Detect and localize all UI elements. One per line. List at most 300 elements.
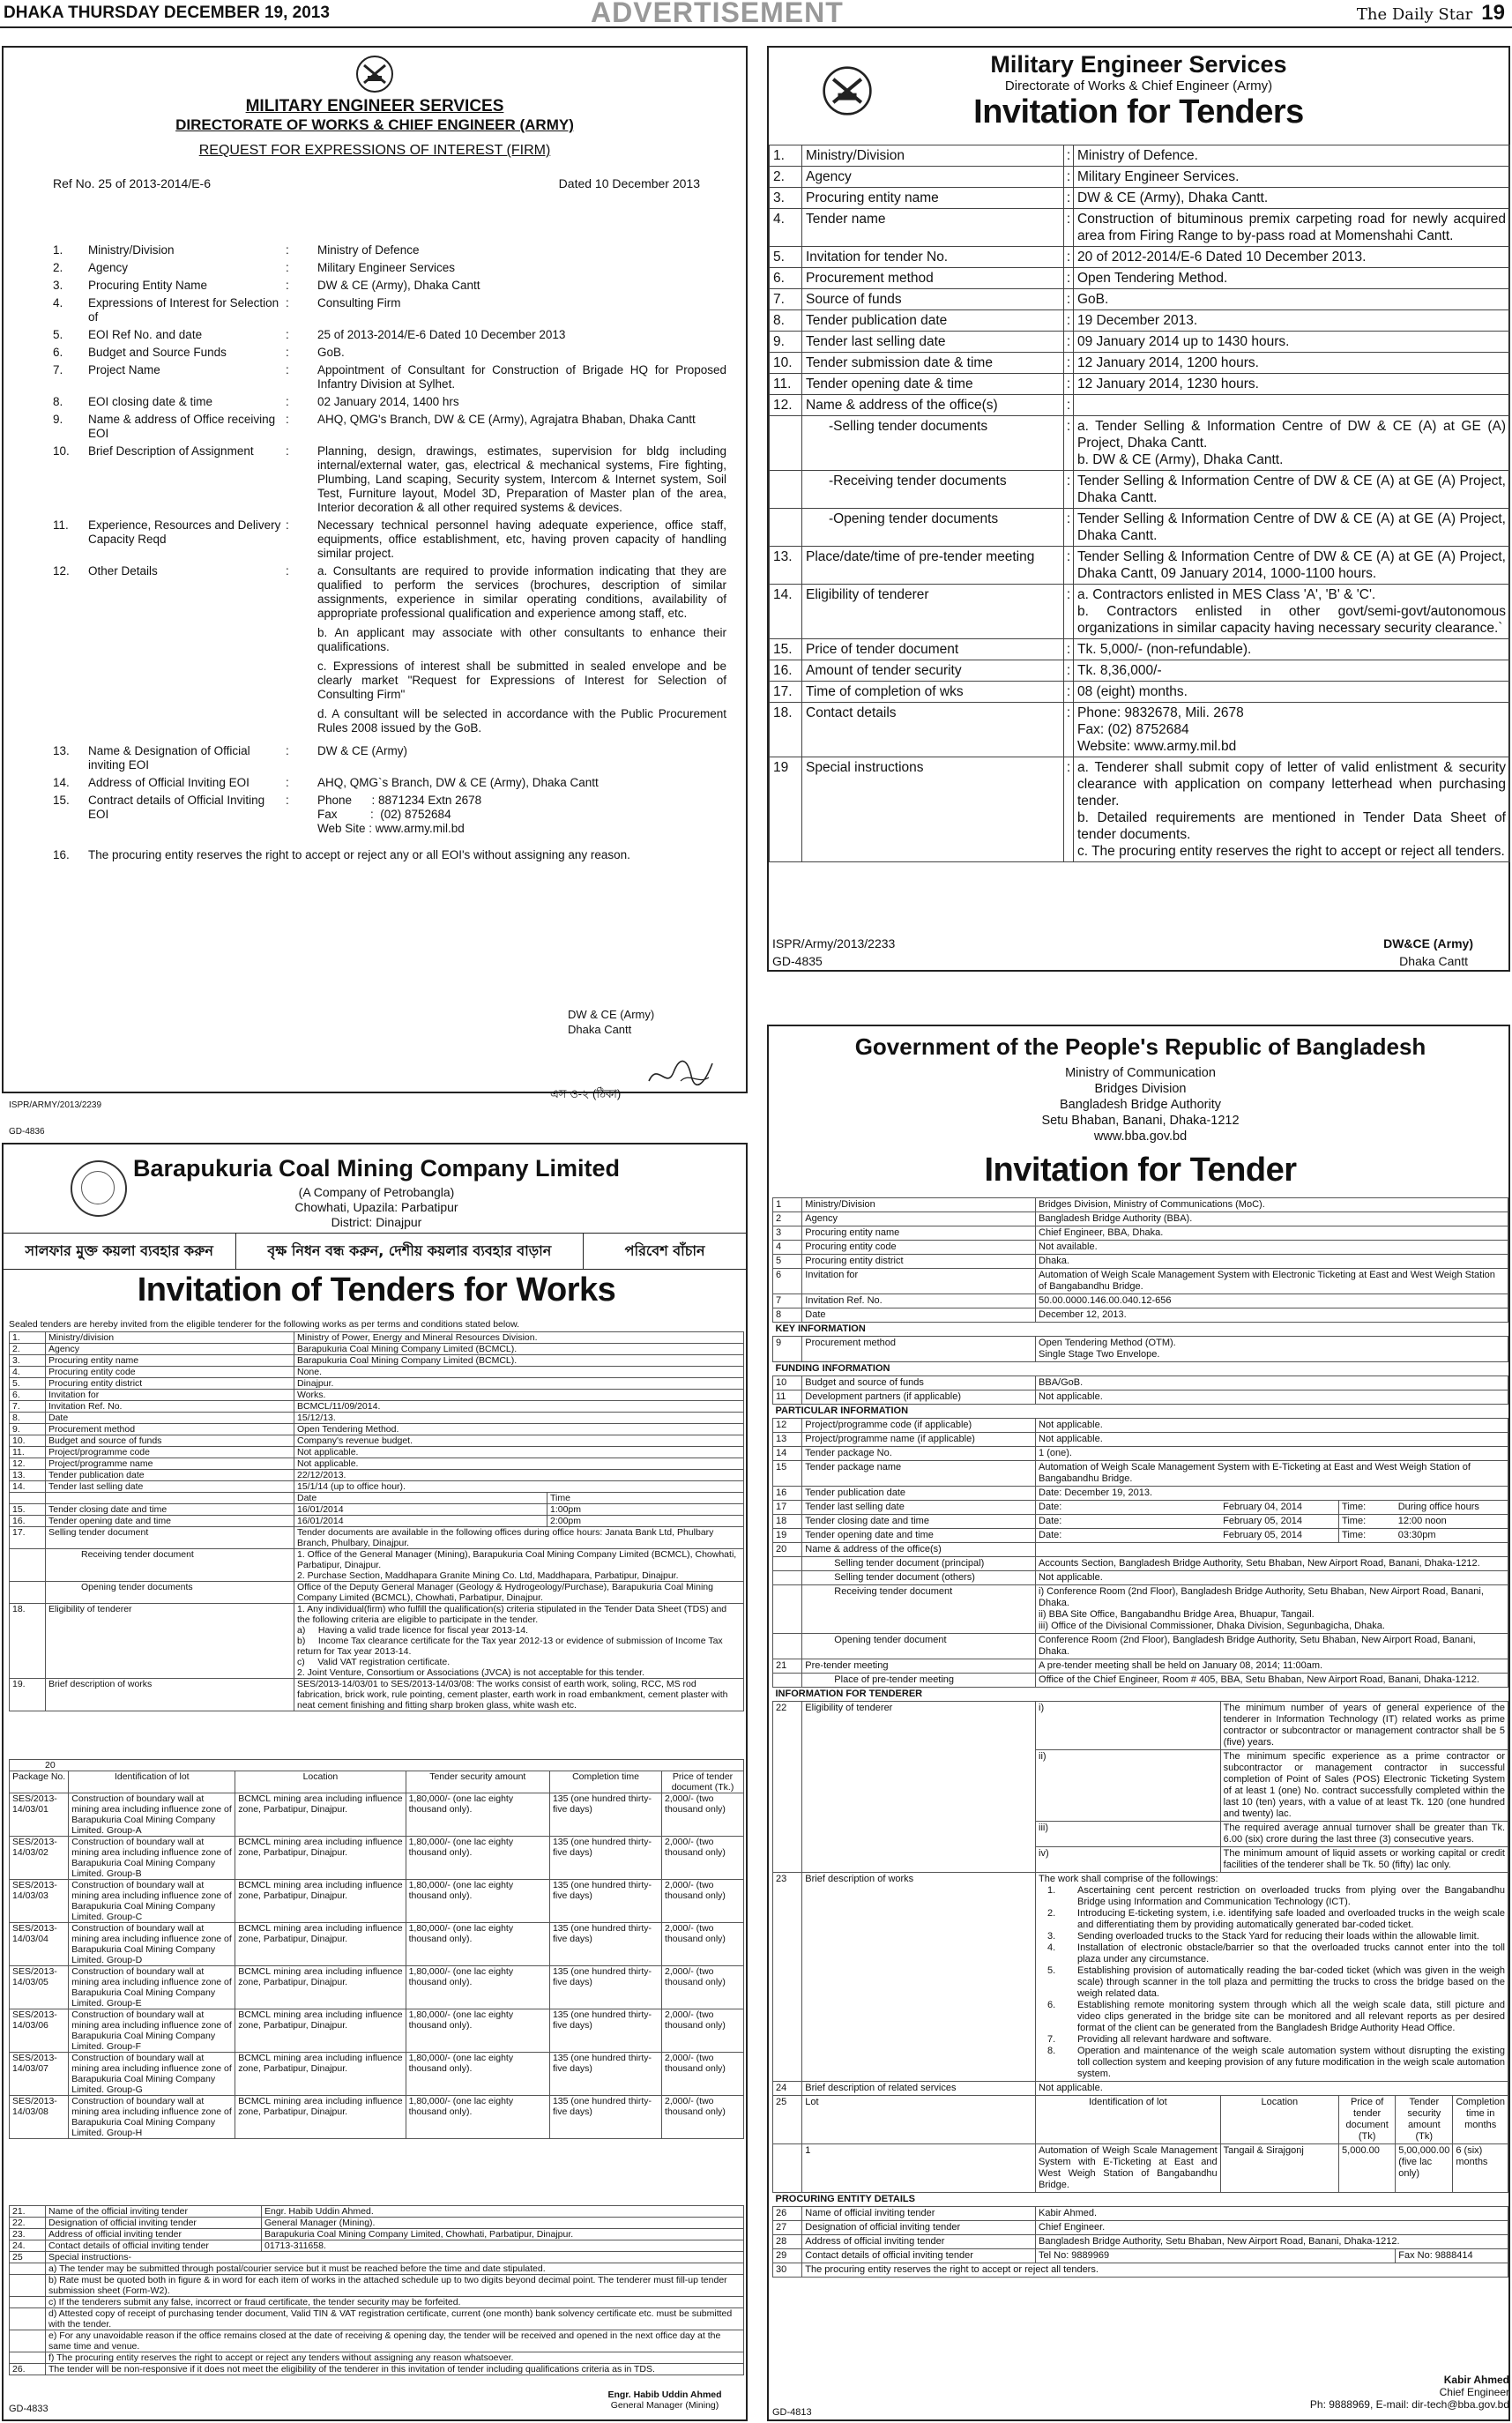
- table-row: [10, 2252, 744, 2263]
- special-instruction: b) Rate must be quoted both in figure & in word for each item of works in the attached schedule up to two digits beyond decimal point. The tenderer must fill-up tender submission sheet (Form-W2).: [46, 2275, 744, 2297]
- lot-security: 1,80,000/- (one lac eighty thousand only).: [406, 2096, 549, 2139]
- table-row: [10, 1424, 744, 1435]
- date-value: February 04, 2014: [1220, 1501, 1338, 1515]
- table-row: [770, 639, 1510, 660]
- row-value: [1074, 188, 1510, 209]
- tel-value: Tel No: 9889969: [1036, 2249, 1396, 2263]
- row-label: Brief description of works: [46, 1679, 294, 1711]
- table-row: [10, 2206, 744, 2218]
- value-line: 1. Any individual(firm) who fulfill the qualification(s) criteria stipulated in the Tender Data Sheet (TDS) and the following criteria are eligible to participate in the tender.: [297, 1604, 730, 1625]
- row-value: [1036, 1674, 1508, 1688]
- table-row: [10, 2053, 744, 2096]
- row-value: Not applicable.: [294, 1447, 744, 1458]
- lot-price: 2,000/- (two thousand only): [662, 1966, 744, 2009]
- row-value: [1074, 247, 1510, 268]
- row-value: [1074, 703, 1510, 757]
- special-instruction: d) Attested copy of receipt of purchasing tender document, Valid TIN & VAT registration certificate, current (one month) bank solvency certificate etc. must be submitted with the tender.: [46, 2308, 744, 2330]
- value-line: Office of the Chief Engineer, Room # 405, BBA, Setu Bhaban, New Airport Road, Banani, Dhaka-1212.: [1039, 1674, 1480, 1685]
- row-label: Agency: [802, 167, 1064, 188]
- table-row: [10, 2330, 744, 2352]
- row-value: [1074, 660, 1510, 682]
- row-label: Project Name: [88, 363, 160, 376]
- row-number: 26: [773, 2207, 802, 2221]
- row-number: 29: [773, 2249, 802, 2263]
- row-label: Contract details of Official Inviting EOI: [88, 794, 265, 821]
- colon: :: [286, 395, 289, 408]
- table-row: [770, 145, 1510, 167]
- row-label: Contact details of official inviting tender: [802, 2249, 1036, 2263]
- section-heading: PROCURING ENTITY DETAILS: [773, 2193, 1508, 2207]
- row-number: 15: [773, 1461, 802, 1487]
- lot-security: 1,80,000/- (one lac eighty thousand only).: [406, 1966, 549, 2009]
- table-row: [773, 1501, 1508, 1515]
- lot-identification: Construction of boundary wall at mining area including influence zone of Barapukuria Coal Mining Company Limited. Group-D: [69, 1923, 235, 1966]
- page-number: 19: [1481, 1, 1505, 25]
- bcmcl-slogans: [4, 1233, 746, 1270]
- mes-tender-advertisement: [767, 46, 1510, 972]
- lot-price: 2,000/- (two thousand only): [662, 1923, 744, 1966]
- colon: :: [1064, 167, 1074, 188]
- row-number: 17: [773, 1501, 802, 1515]
- row-value: [294, 1582, 744, 1604]
- row-value: [1074, 682, 1510, 703]
- row-label: Name of the official inviting tender: [46, 2206, 262, 2218]
- section-heading: PARTICULAR INFORMATION: [773, 1405, 1508, 1419]
- lot-col-head: Tender security amount (Tk): [1396, 2096, 1453, 2144]
- row-label: Tender last selling date: [802, 1501, 1036, 1515]
- row-label: Brief description of related services: [802, 2082, 1036, 2096]
- table-row: [770, 188, 1510, 209]
- row-number: 12.: [53, 564, 70, 578]
- row-number: 3: [773, 1226, 802, 1241]
- row-value: [1036, 2235, 1508, 2249]
- time-value: During office hours: [1396, 1501, 1508, 1515]
- table-row: [770, 471, 1510, 509]
- row-number: [10, 2275, 46, 2297]
- row-label: Invitation for tender No.: [802, 247, 1064, 268]
- lot-completion: 135 (one hundred thirty-five days): [549, 1793, 661, 1837]
- section-heading: FUNDING INFORMATION: [773, 1362, 1508, 1376]
- row-label: Brief Description of Assignment: [88, 444, 254, 458]
- date-label: Date:: [1036, 1529, 1221, 1543]
- row-number: 5.: [770, 247, 802, 268]
- table-row: [10, 2364, 744, 2375]
- table-row: [770, 585, 1510, 639]
- table-row: [10, 1413, 744, 1424]
- row-number: 1: [773, 1198, 802, 1212]
- lot-location: BCMCL mining area including influence zone, Parbatipur, Dinajpur.: [235, 1966, 406, 2009]
- lot-price: 2,000/- (two thousand only): [662, 2096, 744, 2139]
- row-label: Tender last selling date: [802, 332, 1064, 353]
- row-value: [1074, 145, 1510, 167]
- row-number: 11.: [10, 1447, 46, 1458]
- row-number: 3.: [53, 279, 63, 292]
- row-number: [773, 1585, 802, 1634]
- row-value: Planning, design, drawings, estimates, supervision for bldg including internal/external water, gas, electrical & mechanical systems, Fire fighting, Plumbing, Land scaping, Security system, Intercom & Internet system, Soil Test, Furniture layout, Model 3D, Preparation of Master plan of the area, Interior decoration & all other required systems & devices.: [317, 444, 726, 514]
- lot-identification: Construction of boundary wall at mining area including influence zone of Barapukuria Coal Mining Company Limited. Group-C: [69, 1880, 235, 1923]
- row-value: [1074, 353, 1510, 374]
- row-number: 3.: [10, 1355, 46, 1367]
- slogan: বৃক্ষ নিধন বন্ধ করুন, দেশীয় কয়লার ব্যবহার বাড়ান: [236, 1234, 585, 1269]
- row-value: [1036, 1294, 1508, 1308]
- row-value: [317, 794, 726, 839]
- special-instruction: e) For any unavoidable reason if the office remains closed at the date of receiving & opening day, the tender will be received and opened in the next office day at the same time and venue.: [46, 2330, 744, 2352]
- row-value: [1074, 332, 1510, 353]
- row-label: Tender publication date: [802, 310, 1064, 332]
- row-number: [773, 1674, 802, 1688]
- table-row: [53, 794, 726, 839]
- row-value: Appointment of Consultant for Construction of Brigade HQ for Proposed Infantry Division at Sylhet.: [317, 363, 726, 391]
- table-row: [10, 2229, 744, 2240]
- value-line: Phone: 9832678, Mili. 2678: [1077, 705, 1244, 720]
- table-row: [53, 346, 726, 363]
- lot-col-head: Completion time in months: [1453, 2096, 1508, 2144]
- row-value: [1036, 1571, 1508, 1585]
- bcmcl-sig-title: General Manager (Mining): [610, 2400, 719, 2411]
- lot-completion: 135 (one hundred thirty-five days): [549, 2009, 661, 2053]
- roman-index: ii): [1036, 1750, 1221, 1822]
- roman-index: i): [1036, 1702, 1221, 1750]
- row-number: 14.: [770, 585, 802, 639]
- value-line: iii) Office of the Divisional Commissioner, Dhaka Division, Segunbagicha, Dhaka.: [1039, 1621, 1385, 1631]
- row-label: Price of tender document: [802, 639, 1064, 660]
- table-row: [770, 757, 1510, 862]
- spacer: [53, 839, 726, 848]
- row-number: 13.: [770, 547, 802, 585]
- table-row: [770, 247, 1510, 268]
- lot-col-head: Location: [1220, 2096, 1338, 2144]
- colon: :: [1064, 188, 1074, 209]
- colon: :: [1064, 660, 1074, 682]
- table-row: [773, 2193, 1508, 2207]
- value-line: Tender Selling & Information Centre of DW & CE (A) at GE (A) Project, Dhaka Cantt.: [1077, 511, 1506, 543]
- table-row: [10, 1435, 744, 1447]
- bba-sig-title: Chief Engineer: [1439, 2386, 1509, 2398]
- row-value: [1074, 374, 1510, 395]
- value-line: Open Tendering Method (OTM).: [1039, 1338, 1176, 1348]
- row-value: The procuring entity reserves the right to accept or reject any or all EOI's without assigning any reason.: [88, 848, 630, 861]
- row-label: Procurement method: [802, 268, 1064, 289]
- row-label: Opening tender documents: [46, 1582, 294, 1604]
- date-value: February 05, 2014: [1220, 1515, 1338, 1529]
- row-value: [1074, 585, 1510, 639]
- colon: :: [1064, 682, 1074, 703]
- bcmcl-name: Barapukuria Coal Mining Company Limited: [132, 1155, 621, 1182]
- row-value: [1036, 1390, 1508, 1405]
- lot-completion: 135 (one hundred thirty-five days): [549, 1923, 661, 1966]
- slogan: পরিবেশ বাঁচান: [624, 1241, 705, 1259]
- colon: :: [1064, 332, 1074, 353]
- table-row: [10, 1367, 744, 1378]
- lot-col-head: Lot: [802, 2096, 1036, 2144]
- value-line: a) Having a valid trade licence for fiscal year 2013-14.: [297, 1625, 529, 1636]
- colon: :: [1064, 416, 1074, 471]
- row-value: Ministry of Defence: [317, 243, 420, 257]
- works-text: Operation and maintenance of the weigh scale automation system without disrupting the existing toll collection system and keeping provision of any future modification in the weigh scale automation system.: [1077, 2046, 1505, 2079]
- row-number: 1.: [53, 243, 63, 257]
- row-number: 5: [773, 1255, 802, 1269]
- row-number: 30: [773, 2263, 802, 2278]
- lot-security: 1,80,000/- (one lac eighty thousand only).: [406, 2053, 549, 2096]
- value-line: Date: December 19, 2013.: [1039, 1487, 1153, 1498]
- bcmcl-sub1: (A Company of Petrobangla): [298, 1185, 455, 1199]
- row-label: Other Details: [88, 564, 158, 578]
- works-text: Ascertaining cent percent restriction on overloaded trucks from plying over the Bangabandhu Bridge using Information and Communication Technology (ICT).: [1077, 1885, 1505, 1907]
- row-label: Procurement method: [46, 1424, 294, 1435]
- row-value: Barapukuria Coal Mining Company Limited, Chowhati, Parbatipur, Dinajpur.: [262, 2229, 744, 2240]
- value-line: Automation of Weigh Scale Management System with E-Ticketing at East and West Weigh Station of Bangabandhu Bridge.: [1039, 1462, 1471, 1484]
- date-value: February 05, 2014: [1220, 1529, 1338, 1543]
- bcmcl-sig-name: Engr. Habib Uddin Ahmed: [607, 2389, 722, 2400]
- row-number: 4: [773, 1241, 802, 1255]
- lot-price: 2,000/- (two thousand only): [662, 1793, 744, 1837]
- lot-price: 2,000/- (two thousand only): [662, 2009, 744, 2053]
- row-label: Selling tender document (principal): [802, 1557, 1036, 1571]
- value-line: a. Tender Selling & Information Centre of DW & CE (A) at GE (A) Project, Dhaka Cantt.: [1077, 419, 1506, 451]
- row-label: Tender publication date: [46, 1470, 294, 1481]
- value-line: Conference Room (2nd Floor), Bangladesh Bridge Authority, Setu Bhaban, New Airport Road, Banani, Dhaka.: [1039, 1635, 1476, 1657]
- value-line: 19 December 2013.: [1077, 313, 1198, 328]
- works-item: [1039, 1908, 1505, 1931]
- row-label: Brief description of works: [802, 1873, 1036, 2082]
- lot-col-head: Completion time: [549, 1771, 661, 1793]
- table-row: [10, 2297, 744, 2308]
- works-index: 5.: [1047, 1965, 1056, 1976]
- row-label: Selling tender document: [46, 1527, 294, 1549]
- row-label: Ministry/division: [46, 1332, 294, 1344]
- row-value: [1036, 1269, 1508, 1294]
- row-number: 7.: [10, 1401, 46, 1413]
- row-number: 11: [773, 1390, 802, 1405]
- bba-gov: Government of the People's Republic of Bangladesh: [854, 1033, 1426, 1060]
- row-value: [1036, 1376, 1508, 1390]
- row-label: Source of funds: [802, 289, 1064, 310]
- lot-location: BCMCL mining area including influence zone, Parbatipur, Dinajpur.: [235, 2053, 406, 2096]
- table-row: [10, 1966, 744, 2009]
- table-row: [770, 660, 1510, 682]
- row-number: 4.: [770, 209, 802, 247]
- table-row: [10, 2263, 744, 2275]
- row-label: Procuring entity code: [802, 1241, 1036, 1255]
- bba-sig-name: Kabir Ahmed: [1443, 2374, 1509, 2386]
- lot-col-head: Price of tender document (Tk.): [662, 1771, 744, 1793]
- row-number: [10, 1549, 46, 1582]
- lot-security: 1,80,000/- (one lac eighty thousand only).: [406, 1837, 549, 1880]
- table-row: [10, 1378, 744, 1390]
- colon: :: [1064, 585, 1074, 639]
- lot-identification: Construction of boundary wall at mining area including influence zone of Barapukuria Coal Mining Company Limited. Group-H: [69, 2096, 235, 2139]
- colon: :: [1064, 757, 1074, 862]
- colon: :: [1064, 247, 1074, 268]
- colon: :: [286, 413, 289, 426]
- table-row: [10, 1582, 744, 1604]
- row-label: Development partners (if applicable): [802, 1390, 1036, 1405]
- row-value: Barapukuria Coal Mining Company Limited (BCMCL).: [294, 1355, 744, 1367]
- row-number: 7.: [770, 289, 802, 310]
- colon: :: [286, 564, 289, 578]
- lot-security: 1,80,000/- (one lac eighty thousand only).: [406, 2009, 549, 2053]
- row-value: Engr. Habib Uddin Ahmed.: [262, 2206, 744, 2218]
- row-number: 2.: [10, 1344, 46, 1355]
- row-number: 21: [773, 1659, 802, 1674]
- row-number: 15.: [10, 1504, 46, 1516]
- row-number: 12: [773, 1419, 802, 1433]
- lot-completion: 135 (one hundred thirty-five days): [549, 1880, 661, 1923]
- eoi-org: MILITARY ENGINEER SERVICES: [245, 97, 504, 116]
- row-number: 9: [773, 1337, 802, 1362]
- table-row: [10, 1504, 744, 1516]
- table-row: [10, 1549, 744, 1582]
- row-value: Open Tendering Method.: [294, 1424, 744, 1435]
- time-value: 1:00pm: [547, 1504, 744, 1516]
- colon: :: [1064, 639, 1074, 660]
- lot-security: 1,80,000/- (one lac eighty thousand only).: [406, 1793, 549, 1837]
- value-line: December 12, 2013.: [1039, 1309, 1127, 1320]
- table-row: [773, 1419, 1508, 1433]
- table-row: [10, 2240, 744, 2252]
- works-item: [1039, 2046, 1505, 2080]
- bba-sub: Bridges Division: [1094, 1082, 1187, 1096]
- table-row: [53, 564, 726, 744]
- row-label: Place of pre-tender meeting: [802, 1674, 1036, 1688]
- table-row: [773, 2207, 1508, 2221]
- other-detail-paragraph: c. Expressions of interest shall be submitted in sealed envelope and be clearly market "Request for Expressions of Interest for Selection of Consulting Firm": [317, 660, 726, 701]
- table-row: [10, 1447, 744, 1458]
- date-value: 16/01/2014: [294, 1504, 547, 1516]
- row-label: Address of official inviting tender: [802, 2235, 1036, 2249]
- row-number: 2: [773, 1212, 802, 1226]
- value-line: Accounts Section, Bangladesh Bridge Authority, Setu Bhaban, New Airport Road, Banani, Dhaka-1212.: [1039, 1558, 1480, 1569]
- row-value: 02 January 2014, 1400 hrs: [317, 395, 459, 408]
- lot-completion: 135 (one hundred thirty-five days): [549, 1837, 661, 1880]
- colon: :: [1064, 509, 1074, 547]
- table-row: [773, 2082, 1508, 2096]
- row-value: [1036, 1337, 1508, 1362]
- row-label: Project/programme name (if applicable): [802, 1433, 1036, 1447]
- row-value: [1074, 509, 1510, 547]
- value-line: GoB.: [1077, 292, 1109, 307]
- row-number: 8.: [770, 310, 802, 332]
- table-row: [773, 1376, 1508, 1390]
- lot-identification: Construction of boundary wall at mining area including influence zone of Barapukuria Coal Mining Company Limited. Group-F: [69, 2009, 235, 2053]
- row-number: 23: [773, 1873, 802, 2082]
- value-line: Chief Engineer, BBA, Dhaka.: [1039, 1227, 1164, 1238]
- row-value: Dinajpur.: [294, 1378, 744, 1390]
- row-number: 16.: [53, 848, 70, 861]
- row-value: AHQ, QMG's Branch, DW & CE (Army), Agrajatra Bhaban, Dhaka Cantt: [317, 413, 696, 426]
- row-label: Invitation for: [802, 1269, 1036, 1294]
- row-value: 22/12/2013.: [294, 1470, 744, 1481]
- works-text: Installation of electronic obstacle/barrier so that the overloaded trucks cannot enter into the toll plaza under any circumstance.: [1077, 1942, 1505, 1964]
- row-value: Military Engineer Services: [317, 261, 456, 274]
- row-number: 15.: [770, 639, 802, 660]
- value-line: Tender documents are available in the following offices during office hours: Janata Bank Ltd, Phulbary Branch, Phulbary, Dinajpur.: [297, 1527, 717, 1548]
- row-value: [1074, 757, 1510, 862]
- row-label: Agency: [46, 1344, 294, 1355]
- row-value: 15/1/14 (up to office hour).: [294, 1481, 744, 1493]
- table-row: [770, 268, 1510, 289]
- value-line: ii) BBA Site Office, Bangabandhu Bridge Area, Bhuapur, Tangail.: [1039, 1609, 1315, 1620]
- table-row: [10, 2096, 744, 2139]
- lot-identification: Construction of boundary wall at mining area including influence zone of Barapukuria Coal Mining Company Limited. Group-E: [69, 1966, 235, 2009]
- time-value: 12:00 noon: [1396, 1515, 1508, 1529]
- bcmcl-advertisement: [2, 1143, 748, 2421]
- row-value: [1036, 1659, 1508, 1674]
- row-number: 3.: [770, 188, 802, 209]
- works-item: [1039, 2034, 1505, 2046]
- row-label: Tender publication date: [802, 1487, 1036, 1501]
- bba-sub: www.bba.gov.bd: [1093, 1129, 1188, 1144]
- row-label: Project/programme code (if applicable): [802, 1419, 1036, 1433]
- row-value: [1074, 547, 1510, 585]
- eoi-signature: [568, 1007, 654, 1037]
- row-value: [1036, 1241, 1508, 1255]
- works-item: [1039, 1942, 1505, 1965]
- lot-package: SES/2013-14/03/02: [10, 1837, 69, 1880]
- row-number: [773, 2144, 802, 2193]
- row-label: Amount of tender security: [802, 660, 1064, 682]
- colon: :: [286, 363, 289, 376]
- works-text: Establishing provision of automatically reading the bar-coded ticket (which was given in the weigh scale) through scanner in the toll plaza and permitting the trucks to cross the bridge based on the weigh related data.: [1077, 1965, 1505, 1999]
- table-row: [773, 1405, 1508, 1419]
- table-row: [53, 328, 726, 346]
- value-line: Bangladesh Bridge Authority (BBA).: [1039, 1213, 1193, 1224]
- table-row: [773, 2096, 1508, 2144]
- works-index: 7.: [1047, 2034, 1056, 2045]
- value-line: Website: www.army.mil.bd: [1077, 739, 1237, 754]
- lot-completion: 135 (one hundred thirty-five days): [549, 1966, 661, 2009]
- special-instruction: c) If the tenderers submit any false, incorrect or fraud certificate, the tender security may be forfeited.: [46, 2297, 744, 2308]
- bba-advertisement: [767, 1025, 1510, 2421]
- row-number: [10, 2297, 46, 2308]
- row-number: 17.: [10, 1527, 46, 1549]
- value-line: b) Income Tax clearance certificate for the Tax year 2012-13 or evidence of submission of Income Tax return for Tax year 2013-14.: [297, 1636, 726, 1657]
- lot-location: Tangail & Sirajgonj: [1220, 2144, 1338, 2193]
- row-number: [10, 2352, 46, 2364]
- lot-col-head: Location: [235, 1771, 406, 1793]
- table-row: [10, 2275, 744, 2297]
- row-label: Procuring entity name: [802, 1226, 1036, 1241]
- row-label: Agency: [88, 261, 129, 274]
- value-line: 12 January 2014, 1230 hours.: [1077, 376, 1259, 391]
- works-text: Providing all relevant hardware and software.: [1077, 2034, 1272, 2045]
- row-label: Agency: [802, 1212, 1036, 1226]
- value-line: Tk. 5,000/- (non-refundable).: [1077, 642, 1252, 657]
- row-value: [1074, 471, 1510, 509]
- value-line: Single Stage Two Envelope.: [1039, 1349, 1160, 1360]
- table-row: [770, 353, 1510, 374]
- row-label: Address of official inviting tender: [46, 2229, 262, 2240]
- colon: :: [1064, 209, 1074, 247]
- row-value: Company's revenue budget.: [294, 1435, 744, 1447]
- colon: :: [286, 261, 289, 274]
- row-number: 5.: [10, 1378, 46, 1390]
- eoi-title: REQUEST FOR EXPRESSIONS OF INTEREST (FIRM): [198, 143, 551, 158]
- bcmcl-sub2: Chowhati, Upazila: Parbatipur: [294, 1200, 458, 1214]
- row-label: Procuring entity district: [46, 1378, 294, 1390]
- table-row: [773, 1362, 1508, 1376]
- table-row: [773, 1212, 1508, 1226]
- table-row: [773, 1529, 1508, 1543]
- table-row: [10, 1355, 744, 1367]
- value-line: Not available.: [1039, 1241, 1098, 1252]
- fax-value: Fax No: 9888414: [1396, 2249, 1508, 2263]
- row-label: Name & Designation of Official inviting EOI: [88, 744, 250, 772]
- row-label: Name & address of the office(s): [802, 395, 1064, 416]
- row-label: Tender opening date and time: [802, 1529, 1036, 1543]
- table-row: [10, 2218, 744, 2229]
- table-row: [773, 1674, 1508, 1688]
